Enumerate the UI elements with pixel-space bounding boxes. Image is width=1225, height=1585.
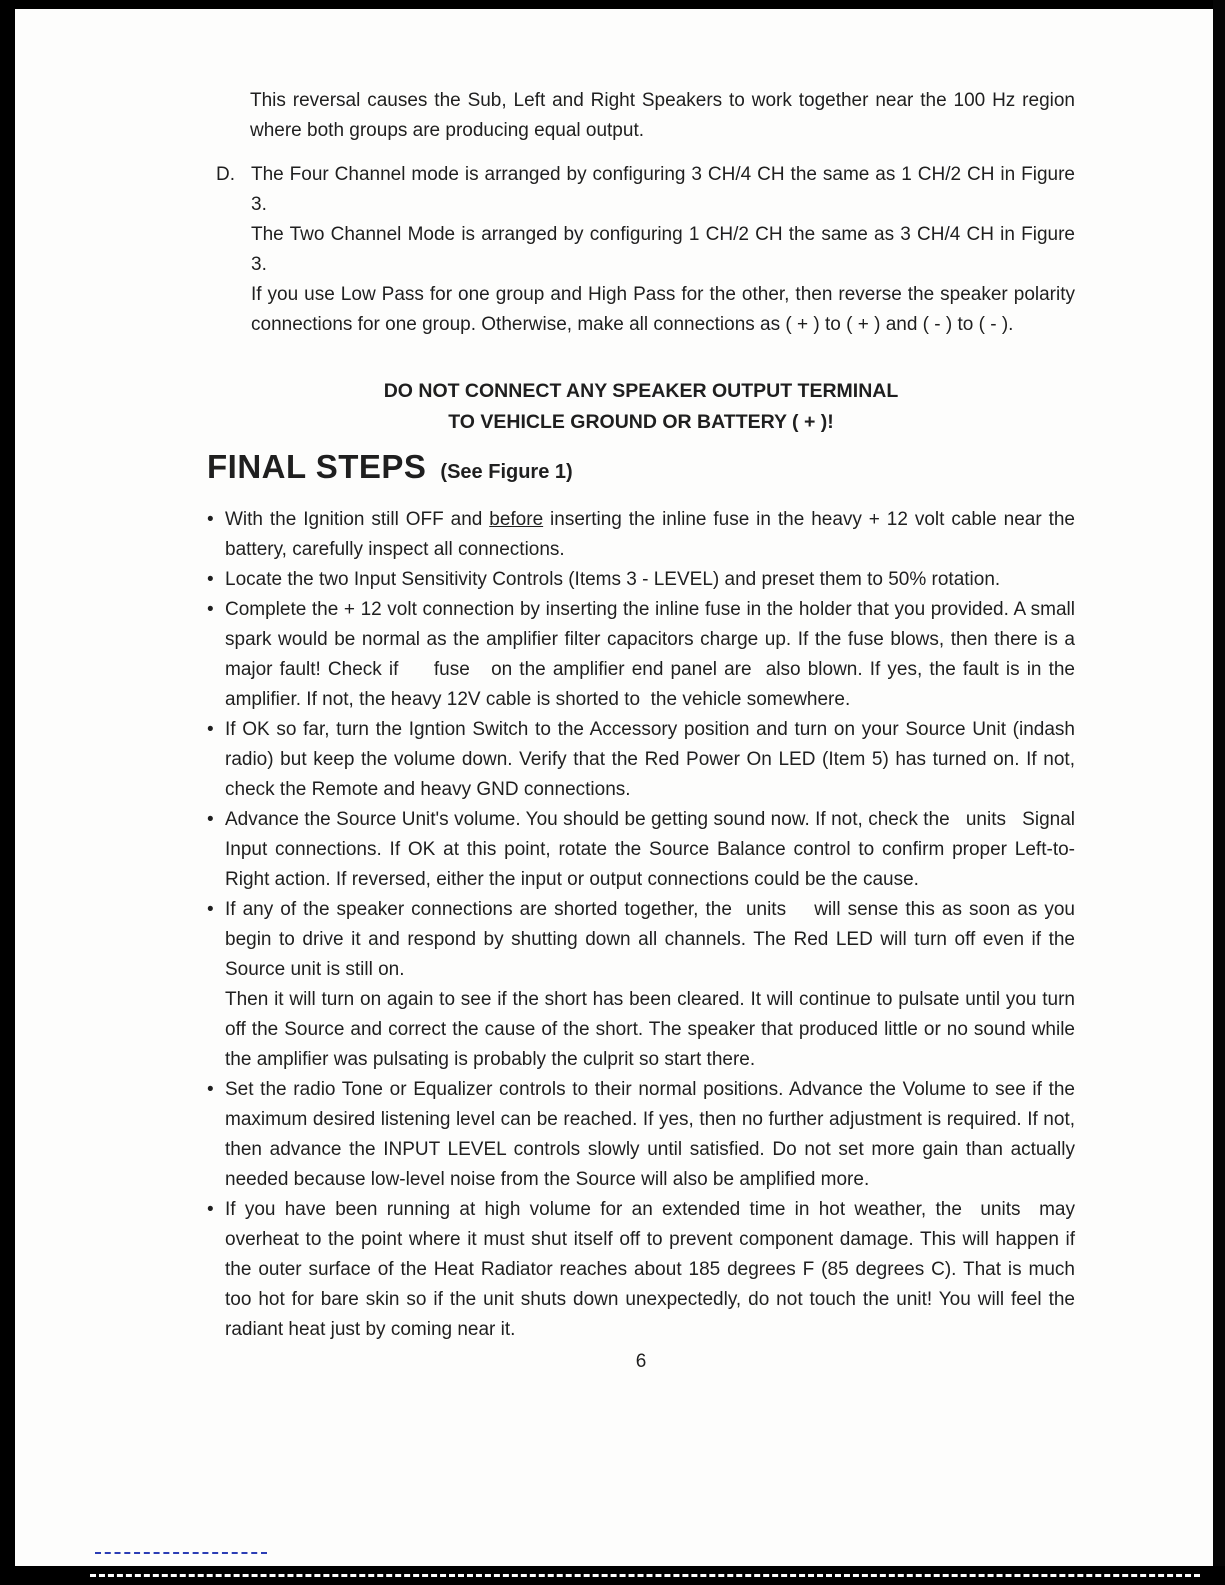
list-item-d-paragraph: The Four Channel mode is arranged by configuring 3 CH/4 CH the same as 1 CH/2 CH in Figure 3. (251, 164, 1075, 215)
list-item-d-paragraph: If you use Low Pass for one group and High Pass for the other, then reverse the speaker polarity connections for one group. Otherwise, make all connections as ( + ) to ( + ) and ( - ) to ( - ). (251, 284, 1075, 335)
final-steps-list (207, 505, 1075, 1345)
bullet-icon: • (207, 1079, 214, 1100)
list-item-d (216, 160, 1075, 340)
bullet-text: If you have been running at high volume for an extended time in hot weather, the units may overheat to the point where it must shut itself off to prevent component damage. This will happen if the outer surface of the Heat Radiator reaches about 185 degrees F (85 degrees C). That is much too hot for bare skin so if the unit shuts down unexpectedly, do not touch the unit! You will feel the radiant heat just by coming near it. (225, 1199, 1075, 1340)
bullet-text: Advance the Source Unit's volume. You should be getting sound now. If not, check the units Signal Input connections. If OK at this point, rotate the Source Balance control to confirm proper Left-to-Right action. If reversed, either the input or output connections could be the cause. (225, 809, 1075, 890)
bullet-icon: • (207, 509, 214, 530)
intro-paragraph: This reversal causes the Sub, Left and Right Speakers to work together near the 100 Hz region where both groups are producing equal output. (250, 90, 1075, 141)
warning-block (207, 376, 1075, 438)
section-heading (207, 448, 1075, 487)
blue-dashed-mark (95, 1552, 267, 1554)
bullet-item (207, 505, 1075, 565)
bullet-item (207, 1075, 1075, 1195)
bullet-icon: • (207, 1199, 214, 1220)
bullet-text: Complete the + 12 volt connection by inserting the inline fuse in the holder that you provided. A small spark would be normal as the amplifier filter capacitors charge up. If the fuse blows, then there is a major fault! Check if fuse on the amplifier end panel are also blown. If yes, the fault is in the amplifier. If not, the heavy 12V cable is shorted to the vehicle somewhere. (225, 599, 1075, 710)
page-number: 6 (635, 1351, 647, 1372)
bullet-icon: • (207, 719, 214, 740)
bullet-item (207, 715, 1075, 805)
page-content (207, 86, 1075, 1377)
bullet-icon: • (207, 809, 214, 830)
scan-edge-right (1213, 0, 1225, 1585)
bullet-text (225, 505, 1075, 565)
scan-edge-bottom (0, 1566, 1225, 1585)
scan-bottom-dashed-line (90, 1574, 1200, 1577)
bullet-text-segment: With the Ignition still OFF and (225, 509, 490, 530)
bullet-icon: • (207, 599, 214, 620)
bullet-item (207, 595, 1075, 715)
bullet-item (207, 1195, 1075, 1345)
list-item-d-body (251, 160, 1075, 340)
underlined-word: before (489, 509, 544, 530)
bullet-text (225, 895, 1075, 1075)
bullet-paragraph: If any of the speaker connections are shorted together, the units will sense this as soon as you begin to drive it and respond by shutting down all channels. The Red LED will turn off even if the Source unit is still on. (225, 899, 1075, 980)
bullet-item (207, 565, 1075, 595)
warning-line-1: DO NOT CONNECT ANY SPEAKER OUTPUT TERMINAL (383, 380, 899, 402)
bullet-item (207, 805, 1075, 895)
bullet-item (207, 895, 1075, 1075)
section-title: FINAL STEPS (207, 448, 427, 485)
warning-line-2: TO VEHICLE GROUND OR BATTERY ( + )! (448, 411, 834, 433)
bullet-text: If OK so far, turn the Igntion Switch to the Accessory position and turn on your Source Unit (indash radio) but keep the volume down. Verify that the Red Power On LED (Item 5) has turned on. If not, check the Remote and heavy GND connections. (225, 719, 1075, 800)
list-item-d-label: D. (216, 164, 235, 185)
bullet-text-segment: inserting the inline fuse in the heavy + 12 volt cable near the battery, carefully inspect all connections. (225, 509, 1075, 560)
bullet-paragraph: Then it will turn on again to see if the short has been cleared. It will continue to pulsate until you turn off the Source and correct the cause of the short. The speaker that produced little or no sound while the amplifier was pulsating is probably the culprit so start there. (225, 989, 1075, 1070)
bullet-icon: • (207, 899, 214, 920)
list-item-d-paragraph: The Two Channel Mode is arranged by configuring 1 CH/2 CH the same as 3 CH/4 CH in Figure 3. (251, 224, 1075, 275)
scan-edge-left (0, 0, 15, 1585)
section-subtitle: (See Figure 1) (440, 461, 573, 483)
scan-edge-top (0, 0, 1225, 9)
bullet-text: Locate the two Input Sensitivity Controls (Items 3 - LEVEL) and preset them to 50% rotation. (225, 569, 1001, 590)
bullet-text: Set the radio Tone or Equalizer controls to their normal positions. Advance the Volume to see if the maximum desired listening level can be reached. If yes, then no further adjustment is required. If not, then advance the INPUT LEVEL controls slowly until satisfied. Do not set more gain than actually needed because low-level noise from the Source will also be amplified more. (225, 1079, 1075, 1190)
bullet-icon: • (207, 569, 214, 590)
